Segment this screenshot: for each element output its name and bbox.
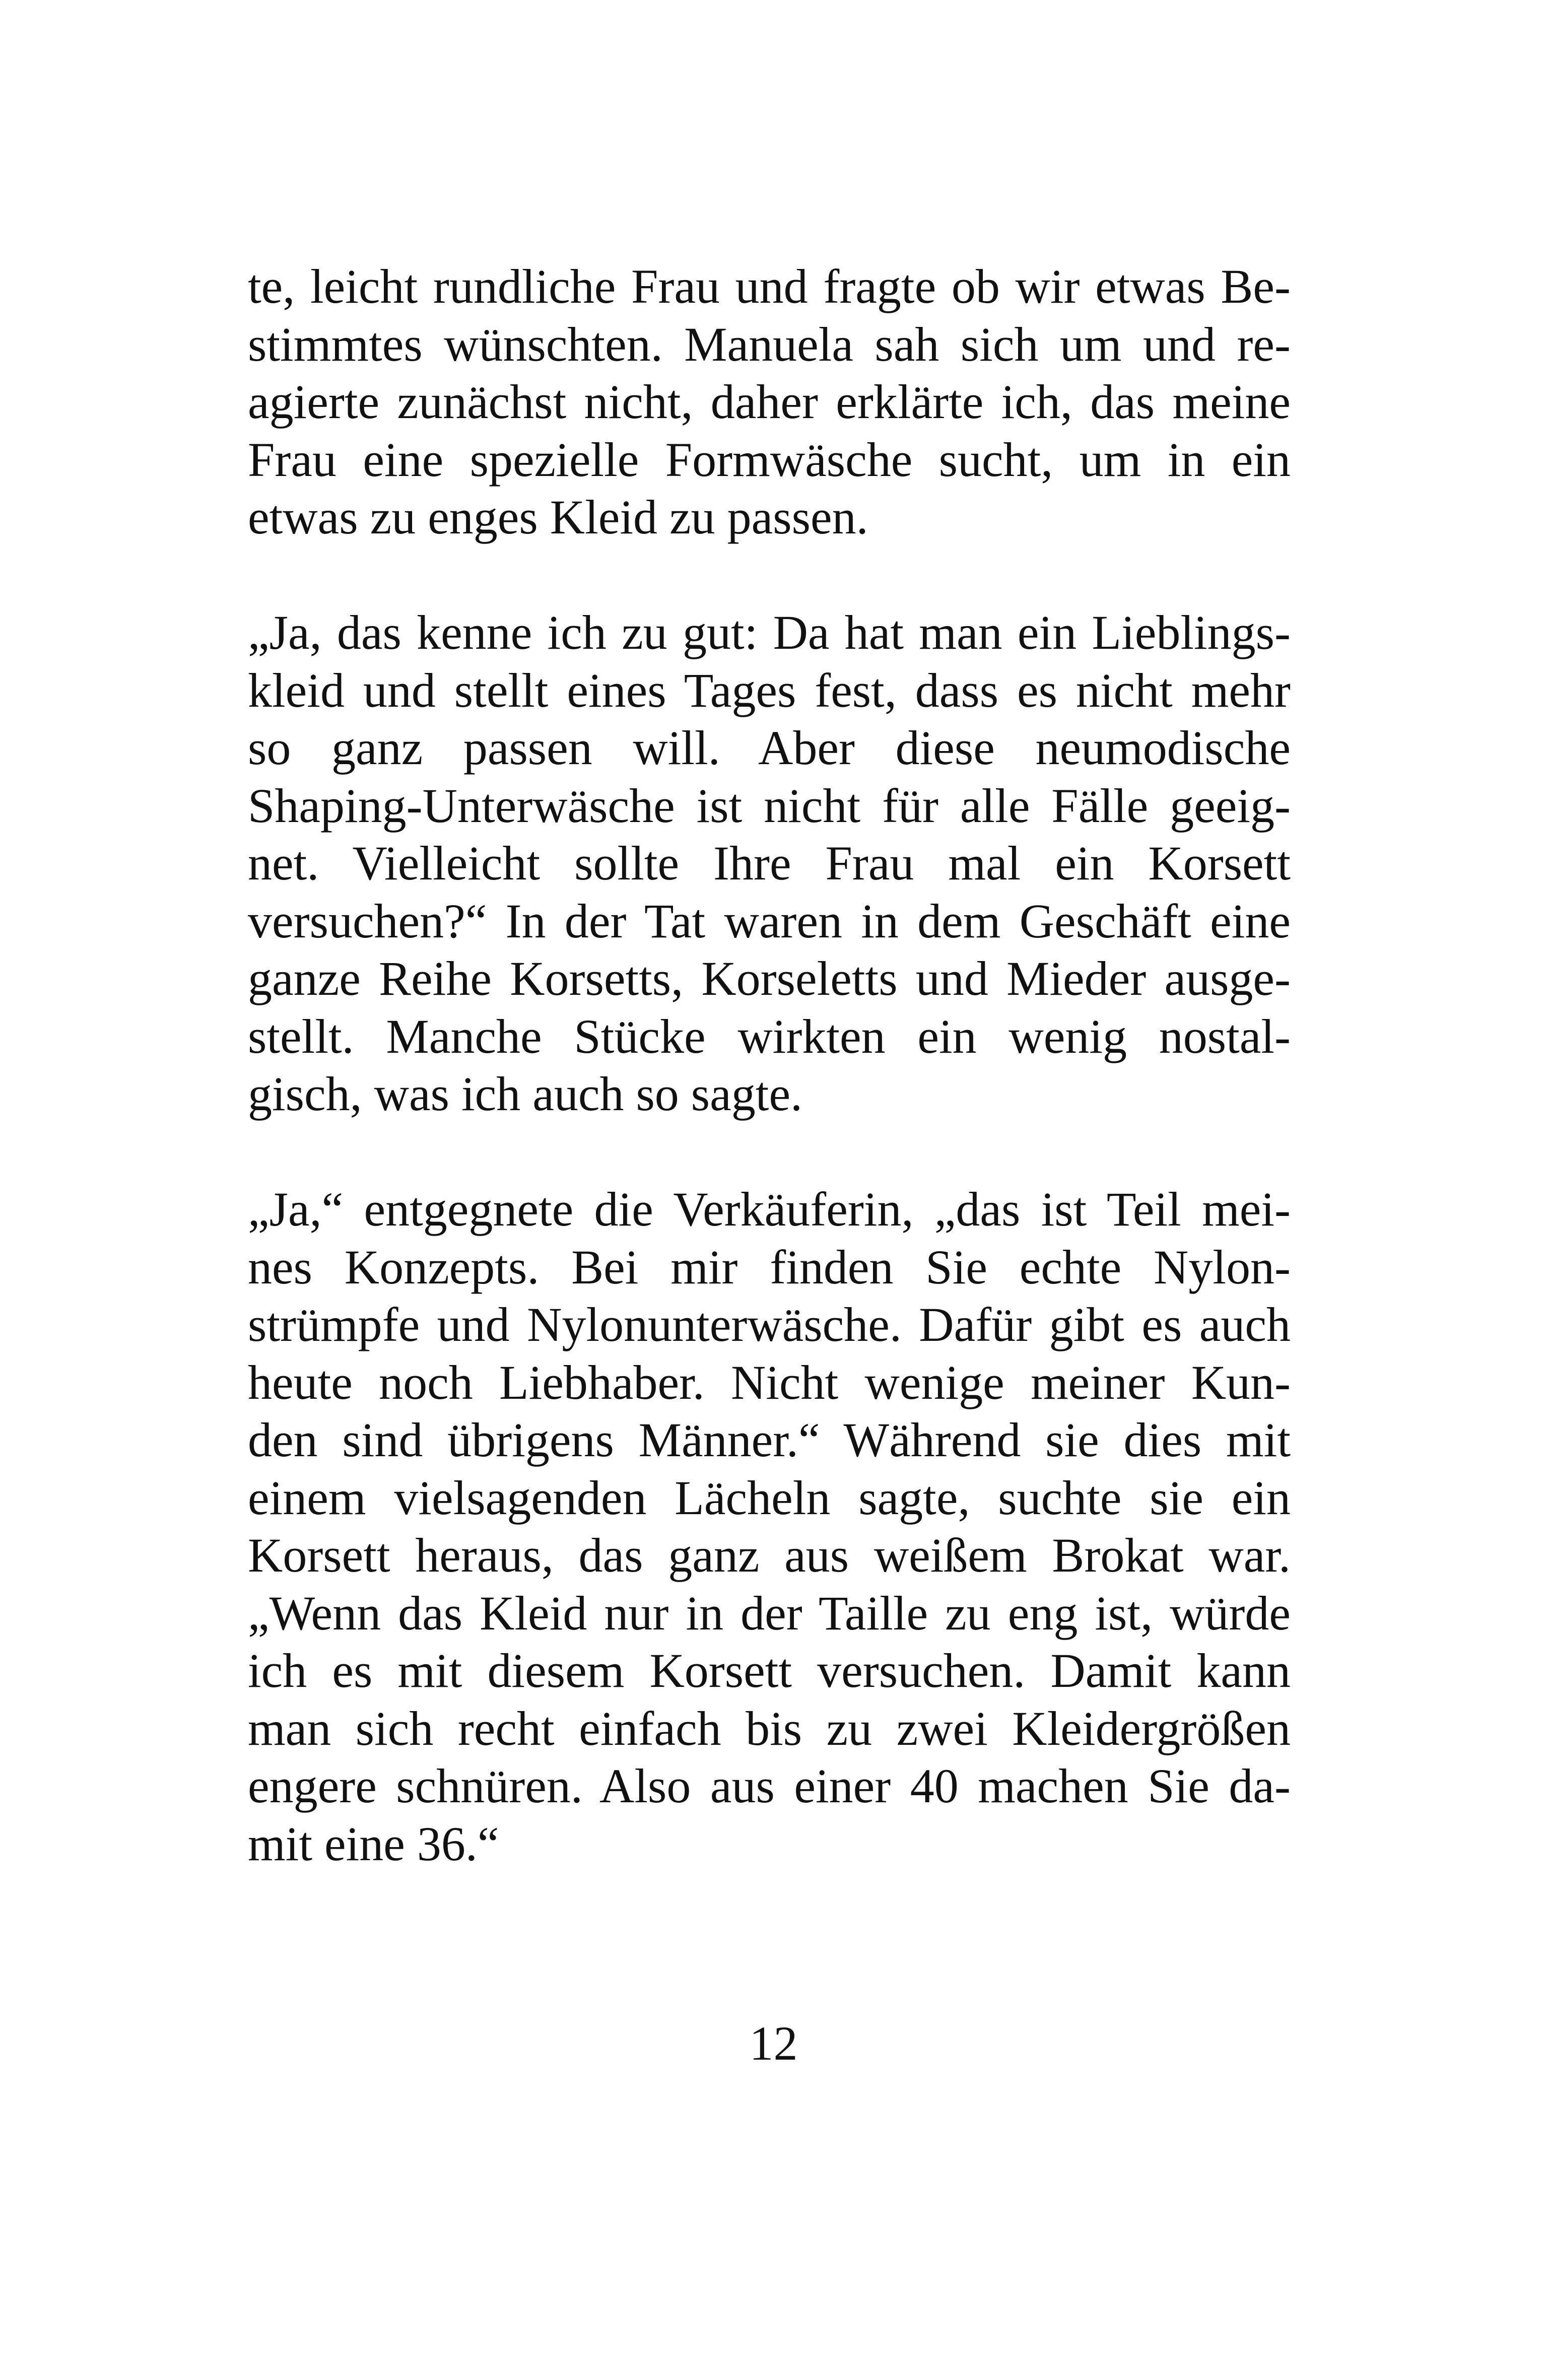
page-number: 12 [749,2016,798,2070]
text-line: strümpfe und Nylonunterwäsche. Dafür gibt es auch [248,1298,1291,1351]
text-line: engere schnüren. Also aus einer 40 machen Sie da- [248,1759,1291,1813]
paragraph-2 [248,604,1291,1123]
text-line: mit eine 36.“ [248,1816,499,1871]
text-line: etwas zu enges Kleid zu passen. [248,490,868,544]
text-line: ganze Reihe Korsetts, Korseletts und Mieder ausge- [248,951,1291,1005]
text-line: agierte zunächst nicht, daher erklärte ich, das meine [248,375,1291,429]
text-line: so ganz passen will. Aber diese neumodische [248,721,1291,775]
text-line: Korsett heraus, das ganz aus weißem Brokat war. [248,1528,1291,1582]
text-line: stellt. Manche Stücke wirkten ein wenig nostal- [248,1009,1291,1063]
text-line: heute noch Liebhaber. Nicht wenige meiner Kun- [248,1355,1291,1409]
text-line: kleid und stellt eines Tages fest, dass es nicht mehr [248,663,1291,717]
text-line: Frau eine spezielle Formwäsche sucht, um in ein [248,432,1291,487]
text-line: Shaping-Unterwäsche ist nicht für alle Fälle geeig- [248,778,1291,833]
body-text [248,258,1291,1931]
text-line: net. Vielleicht sollte Ihre Frau mal ein Korsett [248,836,1291,890]
text-line: stimmtes wünschten. Manuela sah sich um und re- [248,317,1291,371]
text-line: versuchen?“ In der Tat waren in dem Geschäft eine [248,894,1291,948]
text-line: te, leicht rundliche Frau und fragte ob wir etwas Be- [248,259,1291,313]
text-line: „Wenn das Kleid nur in der Taille zu eng ist, würde [248,1586,1291,1640]
text-line: „Ja, das kenne ich zu gut: Da hat man ein Lieblings- [248,605,1291,659]
text-line: ich es mit diesem Korsett versuchen. Damit kann [248,1644,1291,1697]
paragraph-1 [248,258,1291,547]
text-line: gisch, was ich auch so sagte. [248,1067,803,1121]
text-line: einem vielsagenden Lächeln sagte, suchte sie ein [248,1470,1291,1525]
text-line: man sich recht einfach bis zu zwei Kleidergrößen [248,1701,1291,1755]
paragraph-3 [248,1181,1291,1873]
text-line: den sind übrigens Männer.“ Während sie dies mit [248,1413,1291,1467]
text-line: „Ja,“ entgegnete die Verkäuferin, „das ist Teil mei- [248,1182,1291,1236]
text-line: nes Konzepts. Bei mir finden Sie echte Nylon- [248,1240,1291,1294]
